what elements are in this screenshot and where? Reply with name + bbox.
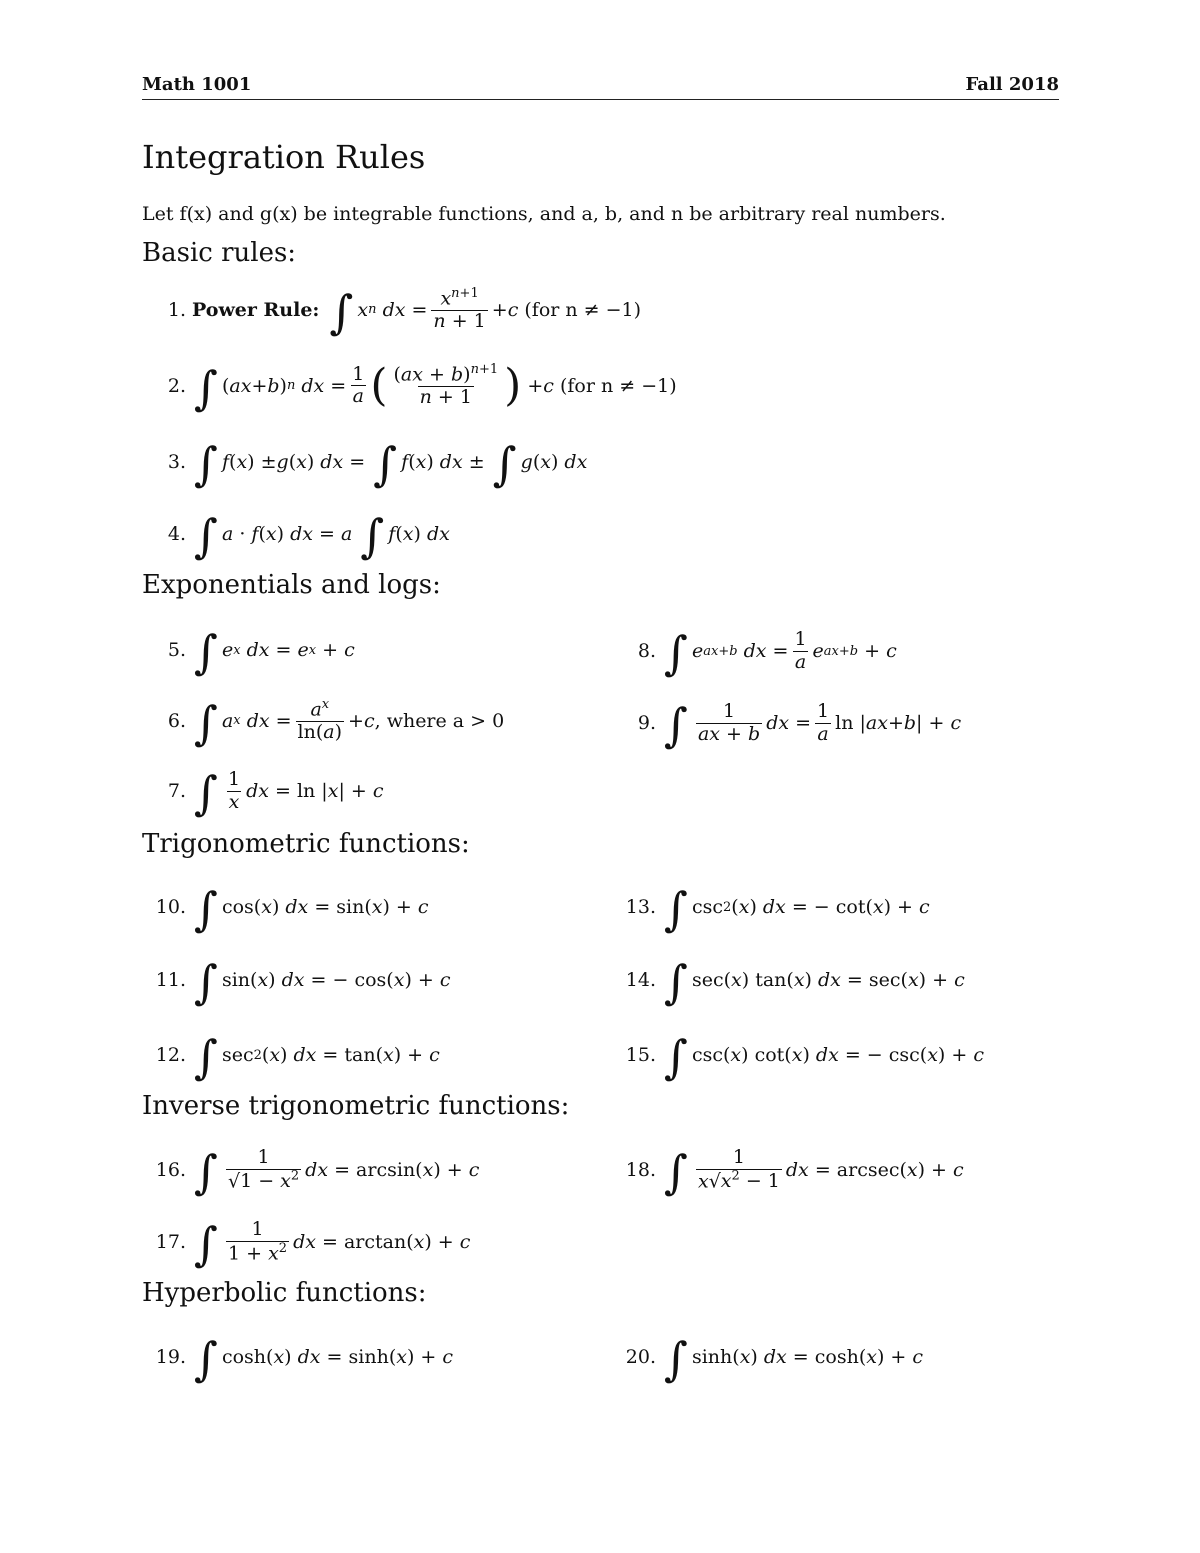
rule-formula: $\frac{1}{√1 - x^2}$ dx = arcsin( x ) + c <box>227 1145 480 1193</box>
integral-sign-icon: ∫ <box>194 696 218 750</box>
rule-16 <box>142 1141 479 1199</box>
rule-number: 11. <box>155 969 186 991</box>
integral-sign-icon: ∫ <box>194 1145 218 1199</box>
rule-number: 16. <box>155 1159 186 1181</box>
rule-formula: sin( x ) dx = − cos( x ) + c <box>221 969 451 991</box>
integral-sign-icon: ∫ <box>194 437 218 491</box>
rule-13 <box>612 882 930 936</box>
rule-condition: (for n ≠ −1) <box>559 375 677 397</box>
integral-sign-icon: ∫ <box>194 1030 218 1084</box>
integral-sign-icon: ∫ <box>194 955 218 1009</box>
rule-17 <box>142 1213 470 1271</box>
integral-sign-icon: ∫ <box>664 626 688 680</box>
rule-number: 9. <box>637 712 656 734</box>
rule-formula: a · f ( x ) dx = a ∫ f ( x ) dx <box>221 509 450 563</box>
rule-20 <box>612 1332 924 1386</box>
rule-number: 7. <box>167 780 186 802</box>
integral-sign-icon: ∫ <box>664 1145 688 1199</box>
rule-8 <box>612 623 897 679</box>
integral-sign-icon: ∫ <box>664 698 688 752</box>
rule-14 <box>612 955 965 1009</box>
section-trig-functions: Trigonometric functions: <box>142 829 470 859</box>
rule-number: 15. <box>625 1044 656 1066</box>
page-title: Integration Rules <box>142 138 426 176</box>
rule-formula: a x dx = $\frac{a^x}{\ln(a)}$ + c <box>221 696 375 744</box>
rule-18 <box>612 1141 964 1199</box>
rule-5 <box>142 625 355 679</box>
rule-formula: f ( x ) ± g ( x ) dx = ∫ f ( x ) dx ± ∫ g ( x ) dx <box>221 437 588 491</box>
rule-6 <box>142 692 504 750</box>
rule-formula: $\frac{1}{x√x^2 - 1}$ dx = arcsec( x ) + c <box>697 1145 964 1193</box>
rule-formula: e x dx = e x + c <box>221 639 355 661</box>
section-basic-rules: Basic rules: <box>142 238 297 268</box>
rule-formula: sec 2 ( x ) dx = tan( x ) + c <box>221 1044 440 1066</box>
rule-number: 13. <box>625 896 656 918</box>
rule-7 <box>142 762 384 820</box>
integral-sign-icon: ∫ <box>664 1030 688 1084</box>
rule-condition: (for n ≠ −1) <box>524 299 642 321</box>
intro-text: Let f(x) and g(x) be integrable functions, and a, b, and n be arbitrary real numbers. <box>142 203 946 225</box>
course-label: Math 1001 <box>142 74 252 95</box>
rule-number: 20. <box>625 1346 656 1368</box>
header-rule <box>142 99 1059 100</box>
integral-sign-icon: ∫ <box>664 882 688 936</box>
rule-formula: e ax+b dx = $\frac{1}{a}$ e ax+b + c <box>691 627 897 673</box>
rule-condition: , where a > 0 <box>374 710 505 732</box>
integral-sign-icon: ∫ <box>194 625 218 679</box>
integral-sign-icon: ∫ <box>194 882 218 936</box>
rule-formula: $\frac{1}{x}$ dx = ln | x | + c <box>227 767 384 813</box>
rule-15 <box>612 1030 984 1084</box>
rule-formula: csc 2 ( x ) dx = − cot( x ) + c <box>691 896 930 918</box>
rule-number: 2. <box>167 375 186 397</box>
rule-formula: sec( x ) tan( x ) dx = sec( x ) + c <box>691 969 965 991</box>
rule-formula: cos( x ) dx = sin( x ) + c <box>221 896 429 918</box>
rule-number: 19. <box>155 1346 186 1368</box>
section-exponentials-logs: Exponentials and logs: <box>142 570 441 600</box>
rule-formula: sinh( x ) dx = cosh( x ) + c <box>691 1346 924 1368</box>
integral-sign-icon: ∫ <box>194 361 218 415</box>
integral-sign-icon: ∫ <box>194 1332 218 1386</box>
rule-number: 5. <box>167 639 186 661</box>
rule-12 <box>142 1030 440 1084</box>
rule-1 <box>142 280 641 340</box>
integral-sign-icon: ∫ <box>194 509 218 563</box>
rule-formula: x n dx = $\frac{x^{n+1}}{n + 1}$ + c <box>357 285 519 333</box>
rule-formula: ( ax + b ) n dx = $\frac{1}{a}$ ( $\frac{(ax + b)^{n+1}}{n + 1}$ ) + c <box>221 359 554 411</box>
rule-formula: cosh( x ) dx = sinh( x ) + c <box>221 1346 454 1368</box>
rule-number: 14. <box>625 969 656 991</box>
rule-label: Power Rule: <box>192 299 320 321</box>
rule-number: 6. <box>167 710 186 732</box>
rule-number: 17. <box>155 1231 186 1253</box>
rule-11 <box>142 955 451 1009</box>
rule-formula: $\frac{1}{1 + x^2}$ dx = arctan( x ) + c <box>227 1217 471 1265</box>
rule-number: 12. <box>155 1044 186 1066</box>
rule-number: 3. <box>167 451 186 473</box>
integral-sign-icon: ∫ <box>329 285 354 339</box>
rule-number: 1. <box>167 299 186 321</box>
rule-number: 8. <box>637 640 656 662</box>
rule-formula: csc( x ) cot( x ) dx = − csc( x ) + c <box>691 1044 984 1066</box>
rule-formula: $\frac{1}{ax + b}$ dx = $\frac{1}{a}$ ln | ax + b | + c <box>697 699 962 745</box>
integral-sign-icon: ∫ <box>194 766 218 820</box>
integral-sign-icon: ∫ <box>194 1217 218 1271</box>
rule-10 <box>142 882 429 936</box>
rule-3 <box>142 437 588 491</box>
rule-2 <box>142 355 677 417</box>
rule-4 <box>142 509 450 563</box>
rule-9 <box>612 694 961 752</box>
rule-number: 10. <box>155 896 186 918</box>
section-inverse-trig: Inverse trigonometric functions: <box>142 1091 570 1121</box>
integral-sign-icon: ∫ <box>664 955 688 1009</box>
rule-number: 18. <box>625 1159 656 1181</box>
integral-sign-icon: ∫ <box>664 1332 688 1386</box>
rule-number: 4. <box>167 523 186 545</box>
term-label: Fall 2018 <box>965 74 1059 95</box>
section-hyperbolic: Hyperbolic functions: <box>142 1278 427 1308</box>
rule-19 <box>142 1332 454 1386</box>
